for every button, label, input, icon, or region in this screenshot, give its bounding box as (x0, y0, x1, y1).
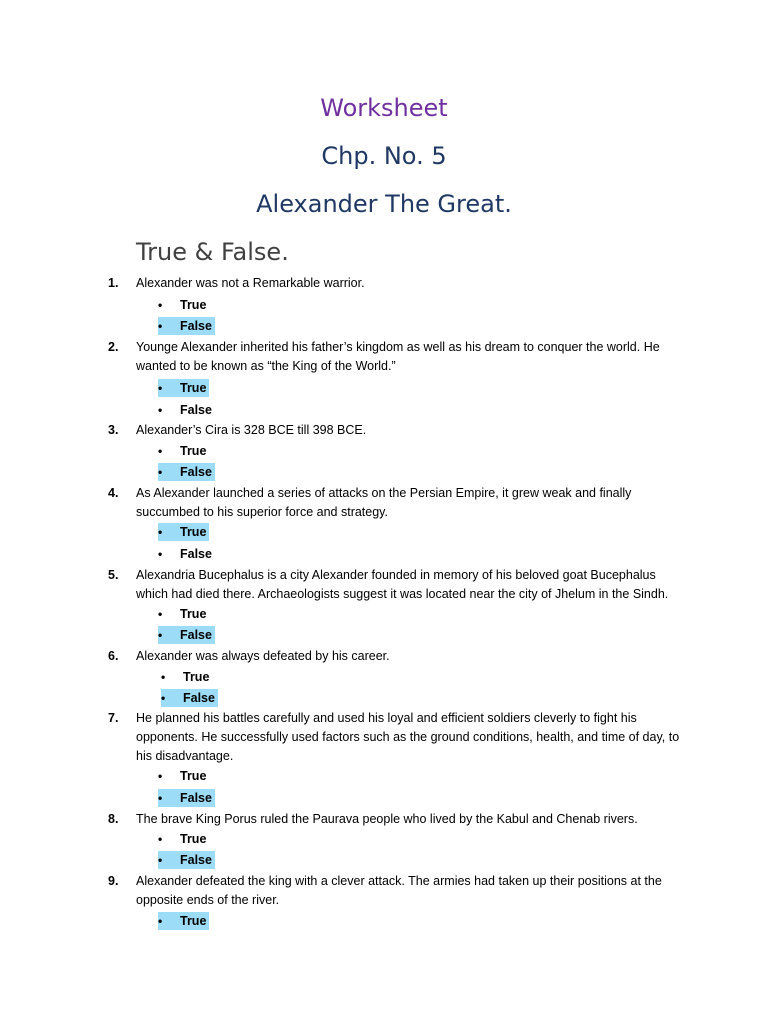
question-5 (108, 566, 688, 604)
option-label: True (180, 832, 207, 846)
question-number: 1. (108, 276, 119, 290)
question-number: 8. (108, 812, 119, 826)
option-label: False (183, 691, 215, 705)
option-label: False (180, 791, 212, 805)
q5-option-true[interactable] (158, 605, 209, 623)
question-number: 4. (108, 486, 119, 500)
option-label: True (180, 525, 207, 539)
q9-option-true[interactable] (158, 912, 209, 930)
bullet-icon: • (158, 769, 163, 783)
chapter-heading: Chp. No. 5 (321, 142, 447, 170)
q8-option-true[interactable] (158, 830, 209, 848)
question-1 (108, 274, 688, 293)
option-label: True (183, 670, 210, 684)
q6-option-true[interactable] (161, 668, 212, 686)
question-number: 3. (108, 423, 119, 437)
bullet-icon: • (158, 853, 163, 867)
bullet-icon: • (158, 403, 163, 417)
worksheet-heading: Worksheet (320, 94, 448, 122)
question-3 (108, 421, 688, 440)
question-text: Alexander defeated the king with a clever attack. The armies had taken up their positions at the opposite ends of the river. (136, 874, 662, 907)
question-number: 6. (108, 649, 119, 663)
page-title: Alexander The Great. (256, 190, 512, 218)
bullet-icon: • (158, 525, 163, 539)
bullet-icon: • (161, 691, 166, 705)
question-2 (108, 338, 688, 376)
question-number: 2. (108, 340, 119, 354)
section-heading: True & False. (136, 238, 289, 266)
question-8 (108, 810, 688, 829)
q2-option-true[interactable] (158, 379, 209, 397)
question-text: Alexander was always defeated by his career. (136, 649, 390, 663)
question-text: Alexander was not a Remarkable warrior. (136, 276, 365, 290)
question-text: He planned his battles carefully and used his loyal and efficient soldiers cleverly to fight his opponents. He successfully used factors such as the ground conditions, health, and time of day, to his disadvantage. (136, 711, 680, 763)
question-text: The brave King Porus ruled the Paurava people who lived by the Kabul and Chenab rivers. (136, 812, 638, 826)
question-number: 7. (108, 711, 119, 725)
option-label: True (180, 914, 207, 928)
q6-option-false[interactable] (161, 689, 218, 707)
q3-option-false[interactable] (158, 463, 215, 481)
bullet-icon: • (158, 319, 163, 333)
option-label: True (180, 769, 207, 783)
bullet-icon: • (158, 465, 163, 479)
bullet-icon: • (158, 381, 163, 395)
option-label: False (180, 319, 212, 333)
q7-option-false[interactable] (158, 789, 215, 807)
bullet-icon: • (158, 791, 163, 805)
question-text: As Alexander launched a series of attacks on the Persian Empire, it grew weak and finally succumbed to his superior force and strategy. (136, 486, 632, 519)
option-label: True (180, 298, 207, 312)
question-7 (108, 709, 688, 766)
bullet-icon: • (158, 914, 163, 928)
bullet-icon: • (158, 298, 163, 312)
option-label: False (180, 403, 212, 417)
bullet-icon: • (161, 670, 166, 684)
q4-option-true[interactable] (158, 523, 209, 541)
question-6 (108, 647, 688, 666)
bullet-icon: • (158, 628, 163, 642)
bullet-icon: • (158, 607, 163, 621)
q1-option-true[interactable] (158, 296, 209, 314)
bullet-icon: • (158, 832, 163, 846)
q2-option-false[interactable] (158, 401, 215, 419)
bullet-icon: • (158, 444, 163, 458)
option-label: True (180, 444, 207, 458)
option-label: False (180, 465, 212, 479)
q4-option-false[interactable] (158, 545, 215, 563)
option-label: True (180, 381, 207, 395)
question-text: Younge Alexander inherited his father’s kingdom as well as his dream to conquer the world. He wanted to be known as “the King of the World.” (136, 340, 660, 373)
option-label: False (180, 628, 212, 642)
question-4 (108, 484, 688, 522)
option-label: False (180, 547, 212, 561)
question-number: 5. (108, 568, 119, 582)
bullet-icon: • (158, 547, 163, 561)
option-label: True (180, 607, 207, 621)
question-number: 9. (108, 874, 119, 888)
q3-option-true[interactable] (158, 442, 209, 460)
q1-option-false[interactable] (158, 317, 215, 335)
question-text: Alexandria Bucephalus is a city Alexander founded in memory of his beloved goat Bucephalus which had died there. Archaeologists suggest it was located near the city of Jhelum in the Sindh. (136, 568, 669, 601)
question-9 (108, 872, 688, 910)
q5-option-false[interactable] (158, 626, 215, 644)
option-label: False (180, 853, 212, 867)
question-text: Alexander’s Cira is 328 BCE till 398 BCE. (136, 423, 367, 437)
q8-option-false[interactable] (158, 851, 215, 869)
q7-option-true[interactable] (158, 767, 209, 785)
